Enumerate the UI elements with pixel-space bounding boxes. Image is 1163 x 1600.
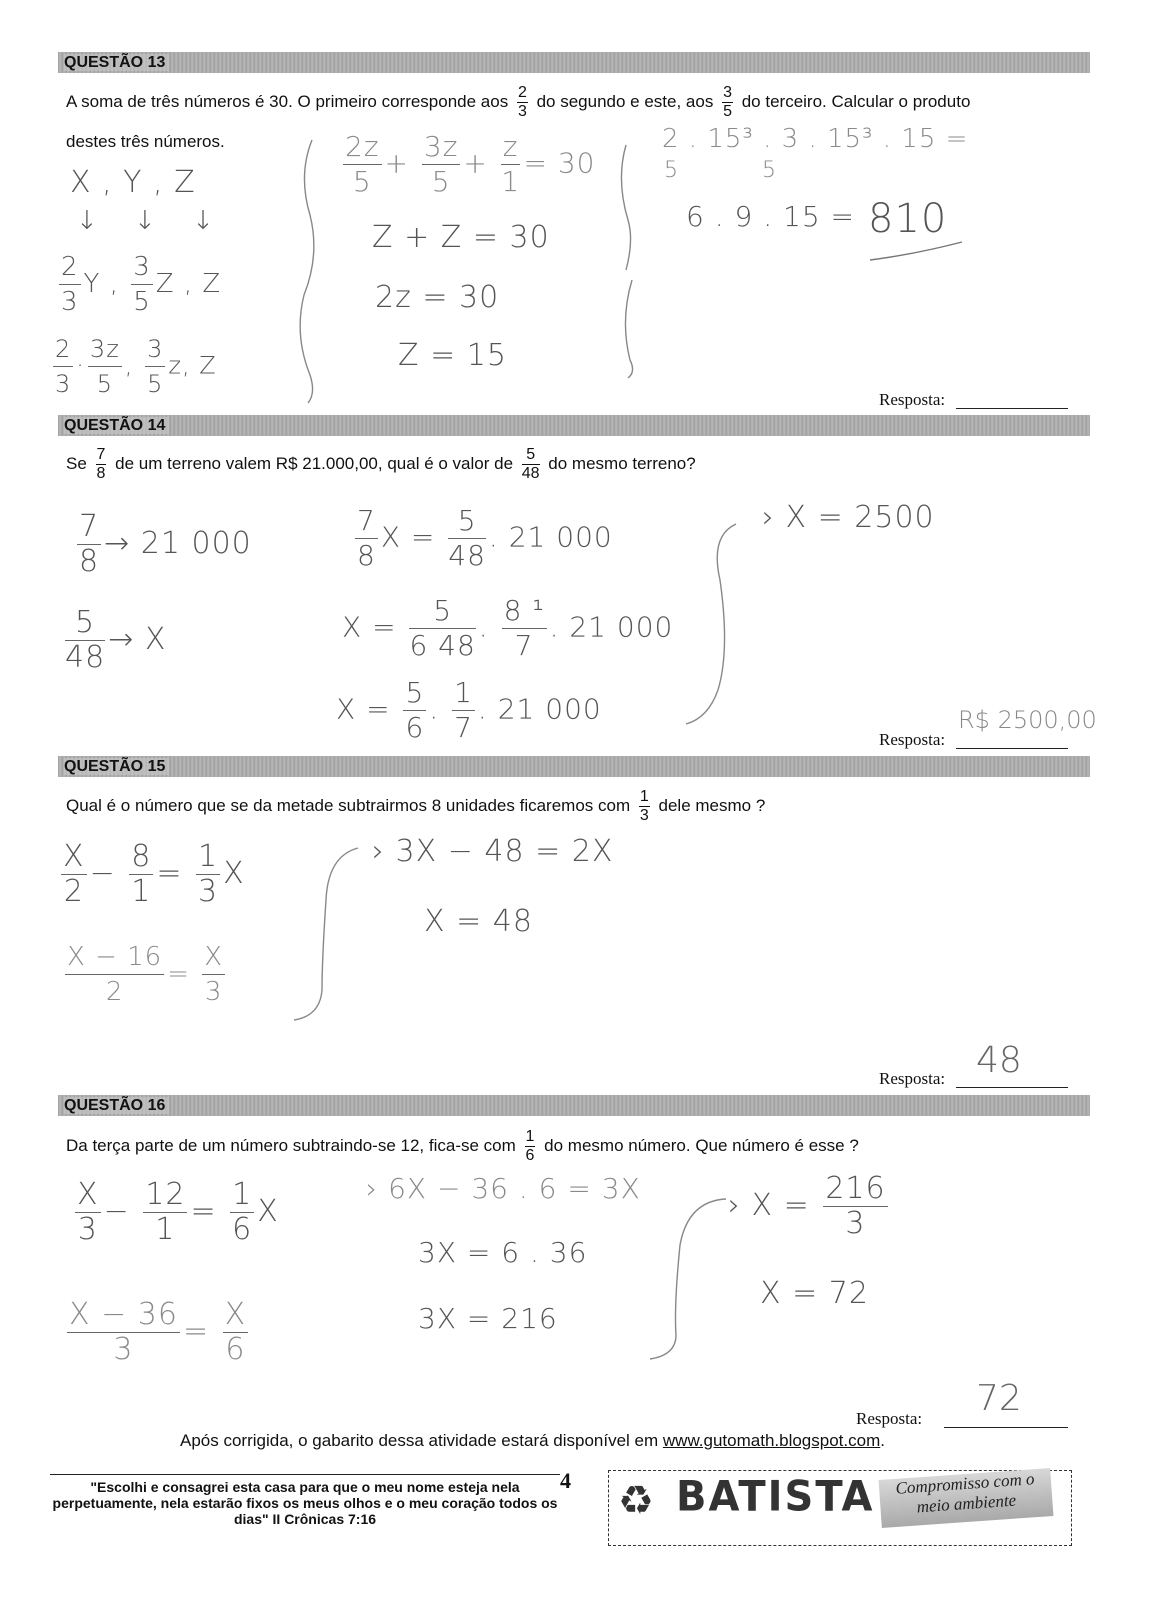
fraction: $\frac{1}{3}$ [639,788,649,824]
q16-work-m1: › 6X − 36 . 6 = 3X [366,1172,641,1205]
q13-work-row2: $\frac{2}{3}$ Y , $\frac{3}{5}$ Z , Z [61,252,222,317]
q15-result1: › 3X − 48 = 2X [372,834,614,869]
q13-work-row3: $\frac{2}{3}$ · $\frac{3z}{5}$ , $\frac{3}{5}$ z, Z [50,332,217,401]
q16-statement: Da terça parte de um número subtraindo-se 12, fica-se com $\frac{1}{6}$ do mesmo número. Que número é esse ? [66,1128,859,1164]
environment-banner: Compromisso com o meio ambiente [879,1468,1054,1528]
q16-work-e1: $\frac{X}{3}$ − $\frac{12}{1}$ = $\frac{1}{6}$ X [77,1177,279,1247]
q13-prod2: 6 . 9 . 15 = [686,200,856,233]
bracket-divider [282,840,362,1030]
footer-note: Após corrigida, o gabarito dessa atividade estará disponível em www.gutomath.blogspot.com. [180,1431,885,1450]
q16-work-e2: $\frac{X - 36}{3}$ = $\frac{X}{6}$ [69,1297,247,1367]
q13-prod1: 2 . 15³ . 3 . 15³ . 15 = [662,124,969,154]
bracket-divider [612,140,642,380]
q13-eq1: $\frac{2z}{5}$ + $\frac{3z}{5}$ + $\frac{z}{1}$ = 30 [345,130,596,198]
q13-answer-field[interactable] [956,408,1068,409]
page-number: 4 [560,1468,571,1493]
q13-vars: X , Y , Z [70,165,196,200]
q13-statement-line2: destes três números. [66,132,225,151]
fraction: $\frac{1}{6}$ [525,1128,535,1164]
underline-stroke [866,236,966,266]
q14-work-m2: X = $\frac{5}{6 48}$ . $\frac{\text{8 ¹}}{7}$ . 21 000 [342,594,674,662]
fraction: $\frac{7}{8}$ [96,446,106,482]
bible-quote: "Escolhi e consagrei esta casa para que o meu nome esteja nela perpetuamente, nela estarão fixos os meus olhos e o meu coração todos os dias" II Crônicas 7:16 [50,1474,560,1527]
recycle-icon: ♻ [618,1479,654,1523]
q15-answer-field[interactable] [956,1087,1068,1088]
fraction: $\frac{2}{3}$ [517,84,527,120]
q14-answer-field[interactable] [956,748,1068,749]
gabarito-link[interactable]: www.gutomath.blogspot.com [662,1431,881,1450]
q14-work-l2: $\frac{5}{48}$ → X [65,605,167,675]
q16-resposta-label: Resposta: [856,1409,923,1428]
q16-header: QUESTÃO 16 [58,1095,1090,1116]
q15-resposta-label: Resposta: [879,1069,946,1088]
fraction: $\frac{5}{48}$ [521,446,540,482]
fraction: $\frac{3}{5}$ [723,84,732,120]
q15-answer-handwritten: 48 [976,1040,1022,1081]
q13-prod-den1: 5 [664,158,679,183]
q16-answer-field[interactable] [944,1427,1068,1428]
q13-arrows: ↓ ↓ ↓ [76,206,228,236]
q15-result2: X = 48 [424,904,533,939]
q13-header: QUESTÃO 13 [58,52,1090,73]
brand-logo: BATISTA [676,1472,875,1522]
q16-answer-handwritten: 72 [976,1378,1022,1419]
q14-statement: Se $\frac{7}{8}$ de um terreno valem R$ 21.000,00, qual é o valor de $\frac{5}{48}$ do mesmo terreno? [66,446,696,482]
q13-eq2: Z + Z = 30 [372,220,550,255]
q13-prod-result: 810 [868,196,948,242]
q14-work-l1: $\frac{7}{8}$ → 21 000 [79,509,252,579]
bracket-divider [290,135,320,405]
q14-header: QUESTÃO 14 [58,415,1090,436]
q13-eq3: 2z = 30 [375,280,500,315]
q14-result: › X = 2500 [762,500,935,535]
q15-work-e1: $\frac{X}{2}$ − $\frac{8}{1}$ = $\frac{1}{3}$ X [63,839,245,909]
q14-work-m3: X = $\frac{5}{6}$ . $\frac{1}{7}$ . 21 000 [336,676,602,744]
q16-work-m2: 3X = 6 . 36 [418,1236,588,1269]
q14-answer-handwritten: R$ 2500,00 [958,706,1097,734]
q16-result: › X = $\frac{216}{3}$ [728,1171,886,1241]
q14-work-m1: $\frac{7}{8}$ X = $\frac{5}{48}$ . 21 000 [357,504,613,572]
q16-work-m3: 3X = 216 [418,1302,558,1335]
q14-resposta-label: Resposta: [879,730,946,749]
q13-statement: A soma de três números é 30. O primeiro corresponde aos $\frac{2}{3}$ do segundo e este, aos $\frac{3}{5}$ do terceiro. Calcular o produto [66,84,971,120]
q13-eq4: Z = 15 [398,338,507,373]
q13-resposta-label: Resposta: [879,390,946,409]
q16-result2: X = 72 [760,1276,869,1311]
bracket-divider [680,510,740,730]
bracket-divider [630,1195,730,1365]
q15-work-e2: $\frac{X - 16}{2}$ = $\frac{X}{3}$ [67,942,224,1007]
q15-statement: Qual é o número que se da metade subtrairmos 8 unidades ficaremos com $\frac{1}{3}$ dele mesmo ? [66,788,766,824]
q13-prod-den2: 5 [762,158,777,183]
q15-header: QUESTÃO 15 [58,756,1090,777]
